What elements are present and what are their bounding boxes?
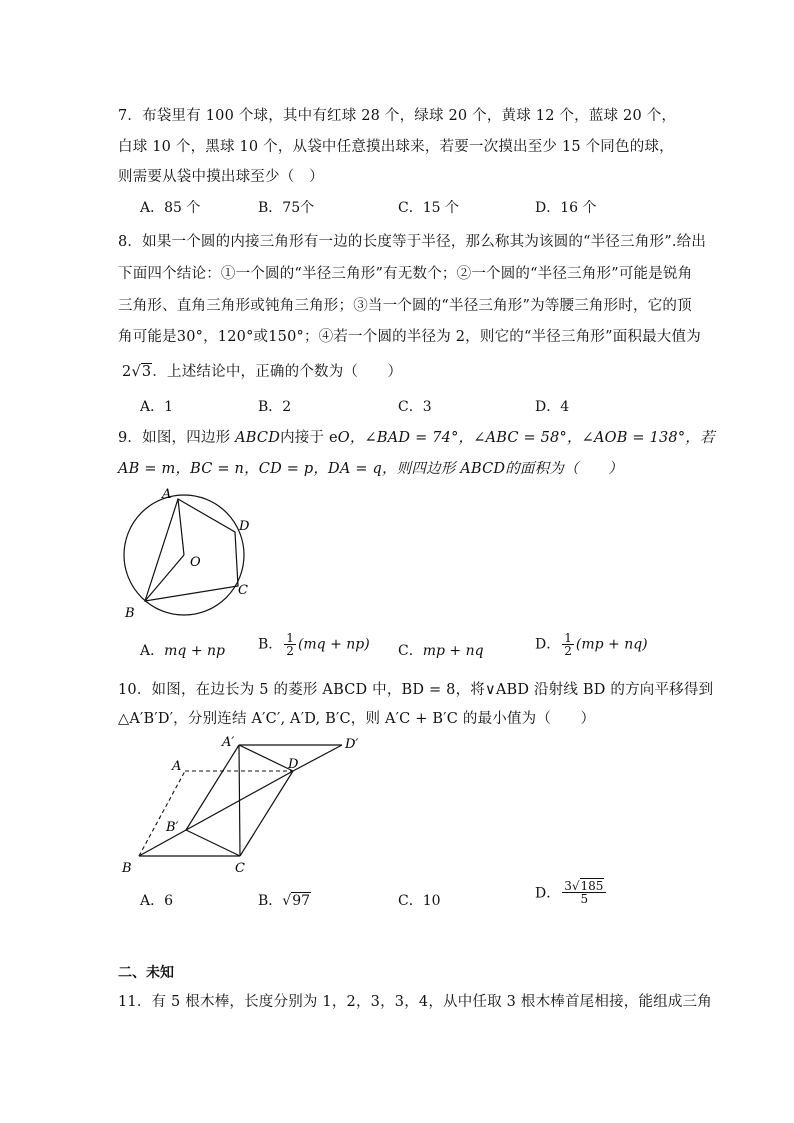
q9-figure	[112, 484, 262, 624]
q10-label-d: D	[288, 757, 299, 772]
q8-radicand: 3	[141, 364, 152, 380]
fraction-denominator: 2	[564, 644, 572, 658]
q7-option-b: B．75个	[258, 200, 315, 216]
q10-option-a: A．6	[140, 893, 174, 909]
q9-option-b	[258, 632, 370, 657]
q9-segment-ob	[145, 555, 184, 601]
q10-label-c: C	[235, 861, 245, 876]
q10-option-d-coef: 3	[564, 879, 572, 893]
q9-option-b-fraction	[284, 632, 296, 657]
q9-option-b-expr: (mq + np)	[297, 636, 370, 653]
q9-line-2: AB = m，BC = n，CD = p，DA = q，则四边形 ABCD的面积为（ ）	[118, 461, 623, 477]
q10-segment-apc	[239, 745, 240, 856]
q11-line-1: 11．有 5 根木棒，长度分别为 1，2，3，3，4，从中任取 3 根木棒首尾相接，能组成三角	[118, 994, 712, 1010]
q10-segment-apbp	[186, 745, 239, 830]
q10-label-a: A	[172, 759, 182, 774]
fraction-numerator: 1	[286, 631, 294, 645]
q8-option-c: C．3	[398, 399, 432, 415]
q9-option-a-expr: mq + np	[164, 643, 225, 659]
q10-label-b: B	[122, 861, 132, 876]
q9-label-d: D	[239, 519, 250, 534]
fraction-denominator: 5	[580, 892, 589, 906]
q10-segment-bpc	[186, 830, 240, 856]
q7-option-a: A．85 个	[140, 200, 201, 216]
q10-label-a-prime: A′	[222, 735, 235, 750]
q8-option-d: D．4	[535, 399, 570, 415]
q10-option-d-fraction	[562, 880, 606, 905]
fraction-numerator: 3√185	[562, 880, 606, 893]
q10-option-b	[258, 890, 311, 910]
q10-option-d-radicand: 185	[580, 879, 604, 893]
q8-line-5	[122, 360, 402, 381]
q10-segment-cd	[240, 771, 293, 856]
q9-quad: ABCD	[235, 430, 281, 446]
q8-line-3: 三角形、直角三角形或钝角三角形；③当一个圆的“半径三角形”为等腰三角形时，它的顶	[118, 298, 692, 314]
q10-option-b-radicand: 97	[292, 893, 311, 909]
q8-line-5-rest: ．上述结论中，正确的个数为（ ）	[152, 364, 403, 380]
q9-label-c: C	[238, 583, 248, 598]
q7-option-c: C．15 个	[398, 200, 459, 216]
q10-option-c: C．10	[398, 893, 441, 909]
q9-circle: O	[337, 430, 350, 446]
q9-quadrilateral	[145, 499, 238, 601]
q9-label-a: A	[162, 487, 172, 502]
q10-segment-apd	[239, 745, 293, 771]
q10-line-1: 10．如图，在边长为 5 的菱形 ABCD 中，BD = 8，将∨ABD 沿射线 BD 的方向平移得到	[118, 682, 714, 698]
q9-line-1-pre: 9．如图，四边形	[118, 430, 236, 446]
q10-line-2: △A′B′D′，分别连结 A′C′, A′D, B′C，则 A′C + B′C 的最小值为（ ）	[118, 711, 596, 727]
q8-line-4: 角可能是30°，120°或150°；④若一个圆的半径为 2，则它的“半径三角形”面积最大值为	[118, 329, 701, 345]
q9-option-c-expr: mp + nq	[422, 643, 484, 659]
q8-coef: 2	[122, 364, 132, 380]
q9-option-c-prefix: C．	[398, 643, 423, 659]
q9-option-b-prefix: B．	[258, 636, 283, 653]
q8-line-1: 8．如果一个圆的内接三角形有一边的长度等于半径，那么称其为该圆的“半径三角形”.给出	[118, 234, 707, 250]
q9-option-a	[140, 640, 225, 660]
q9-option-d-expr: (mp + nq)	[575, 636, 648, 653]
q9-line-1-mid: 内接于 e	[280, 430, 338, 446]
q9-line-1-angles: ，∠BAD = 74°，∠ABC = 58°，∠AOB = 138°，若	[349, 430, 715, 446]
q9-option-c	[398, 640, 484, 660]
q7-option-d: D．16 个	[535, 200, 597, 216]
q9-option-a-prefix: A．	[140, 643, 165, 659]
q9-option-d	[535, 632, 648, 657]
q7-line-3: 则需要从袋中摸出球至少（ ）	[118, 169, 324, 185]
fraction-denominator: 2	[286, 644, 294, 658]
q10-segment-bd	[139, 771, 293, 856]
q9-option-d-fraction	[562, 632, 574, 657]
fraction-numerator: 1	[564, 631, 572, 645]
q10-segment-ddp	[293, 745, 342, 771]
q9-segment-oa	[178, 499, 184, 555]
q10-option-d-prefix: D．	[535, 885, 561, 902]
q7-line-1: 7．布袋里有 100 个球，其中有红球 28 个，绿球 20 个，黄球 12 个，蓝球 20 个，	[118, 108, 677, 124]
q10-figure	[118, 730, 368, 878]
q7-line-2: 白球 10 个，黑球 10 个，从袋中任意摸出球来，若要一次摸出至少 15 个同色的球，	[118, 139, 674, 155]
q10-option-d	[535, 880, 608, 905]
q9-label-o: O	[190, 555, 201, 570]
sqrt-sign: √	[282, 893, 292, 909]
q10-label-d-prime: D′	[345, 737, 359, 752]
q9-line-1	[118, 426, 715, 447]
section-heading: 二、未知	[118, 965, 174, 981]
q8-line-2: 下面四个结论：①一个圆的“半径三角形”有无数个；②一个圆的“半径三角形”可能是锐角	[118, 266, 693, 282]
q10-option-b-prefix: B．	[258, 893, 283, 909]
sqrt-sign: √	[131, 364, 141, 380]
q8-option-a: A．1	[140, 399, 174, 415]
q10-label-b-prime: B′	[166, 820, 179, 835]
q8-option-b: B．2	[258, 399, 292, 415]
q9-option-d-prefix: D．	[535, 636, 561, 653]
q9-label-b: B	[125, 606, 135, 621]
